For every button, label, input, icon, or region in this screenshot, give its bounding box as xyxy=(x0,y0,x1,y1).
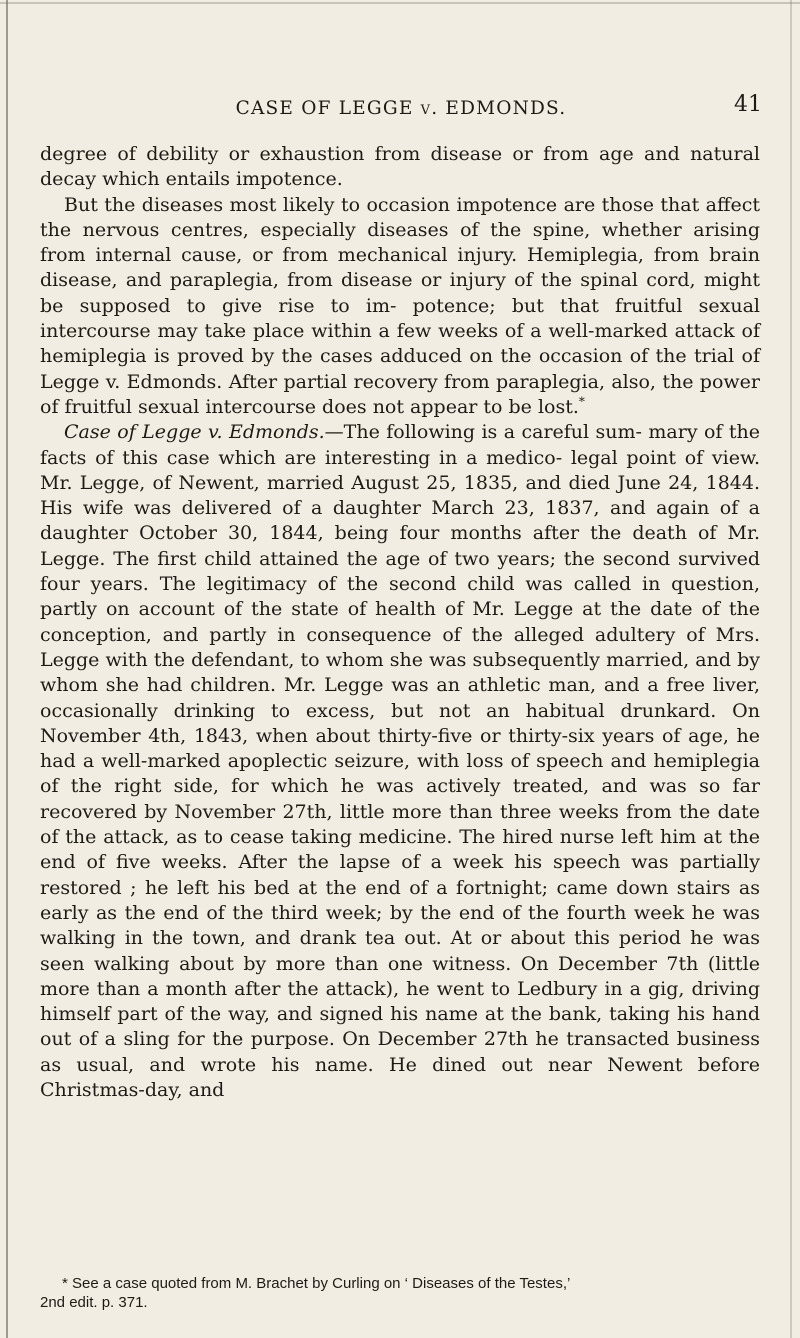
paragraph-continuation xyxy=(40,142,760,193)
footnote-line-1: * See a case quoted from M. Brachet by Curling on ‘ Diseases of the Testes,’ xyxy=(62,1275,571,1292)
case-heading: Case of Legge v. Edmonds. xyxy=(64,421,325,444)
paragraph-impotence-causes xyxy=(40,193,760,421)
footnote xyxy=(40,1274,760,1312)
paragraph-case-summary xyxy=(40,420,760,1103)
page-edge-top xyxy=(0,2,800,4)
page-number: 41 xyxy=(734,92,762,117)
paragraph-1-text: degree of debility or exhaustion from disease or from age and natural decay which entails impotence. xyxy=(40,143,760,191)
paragraph-3-text: —The following is a careful sum- mary of the facts of this case which are interesting in a medico- legal point of view. Mr. Legge, of Newent, married August 25, 1835, and died June 24, 1844. His wife was delivered of a daughter March 23, 1837, and again of a daughter October 30, 1844, being four months after the death of Mr. Legge. The first child attained the age of two years; the second survived four years. The legitimacy of the second child was called in question, partly on account of the state of health of Mr. Legge at the date of the conception, and partly in consequence of the alleged adultery of Mrs. Legge with the defendant, to whom she was subsequently married, and by whom she had children. Mr. Legge was an athletic man, and a free liver, occasionally drinking to excess, but not an habitual drunkard. On November 4th, 1843, when about thirty-five or thirty-six years of age, he had a well-marked apoplectic seizure, with loss of speech and hemiplegia of the right side, for which he was actively treated, and was so far recovered by November 27th, little more than three weeks from the date of the attack, as to cease taking medicine. The hired nurse left him at the end of five weeks. After the lapse of a week his speech was partially restored ; he left his bed at the end of a fortnight; came down stairs as early as the end of the third week; by the end of the fourth week he was walking in the town, and drank tea out. At or about this period he was seen walking about by more than one witness. On December 7th (little more than a month after the attack), he went to Ledbury in a gig, driving himself part of the way, and signed his name at the bank, taking his hand out of a sling for the purpose. On December 27th he transacted business as usual, and wrote his name. He dined out near Newent before Christmas-day, and xyxy=(40,421,760,1101)
page-edge-left xyxy=(6,0,8,1338)
body-text xyxy=(40,142,760,1103)
running-title: CASE OF LEGGE v. EDMONDS. xyxy=(235,98,567,119)
footnote-marker: * xyxy=(578,394,585,409)
footnote-line-2: 2nd edit. p. 371. xyxy=(40,1294,148,1311)
paragraph-2-text: But the diseases most likely to occasion impotence are those that affect the nervous centres, especially diseases of the spine, whether arising from internal cause, or from mechanical injury. Hemiplegia, from brain disease, and paraplegia, from disease or injury of the spinal cord, might be supposed to give rise to im- potence; but that fruitful sexual intercourse may take place within a few weeks of a well-marked attack of hemiplegia is proved by the cases adduced on the occasion of the trial of Legge v. Edmonds. After partial recovery from paraplegia, also, the power of fruitful sexual intercourse does not appear to be lost. xyxy=(40,193,760,418)
page-edge-right xyxy=(790,0,792,1338)
running-header xyxy=(40,92,762,128)
